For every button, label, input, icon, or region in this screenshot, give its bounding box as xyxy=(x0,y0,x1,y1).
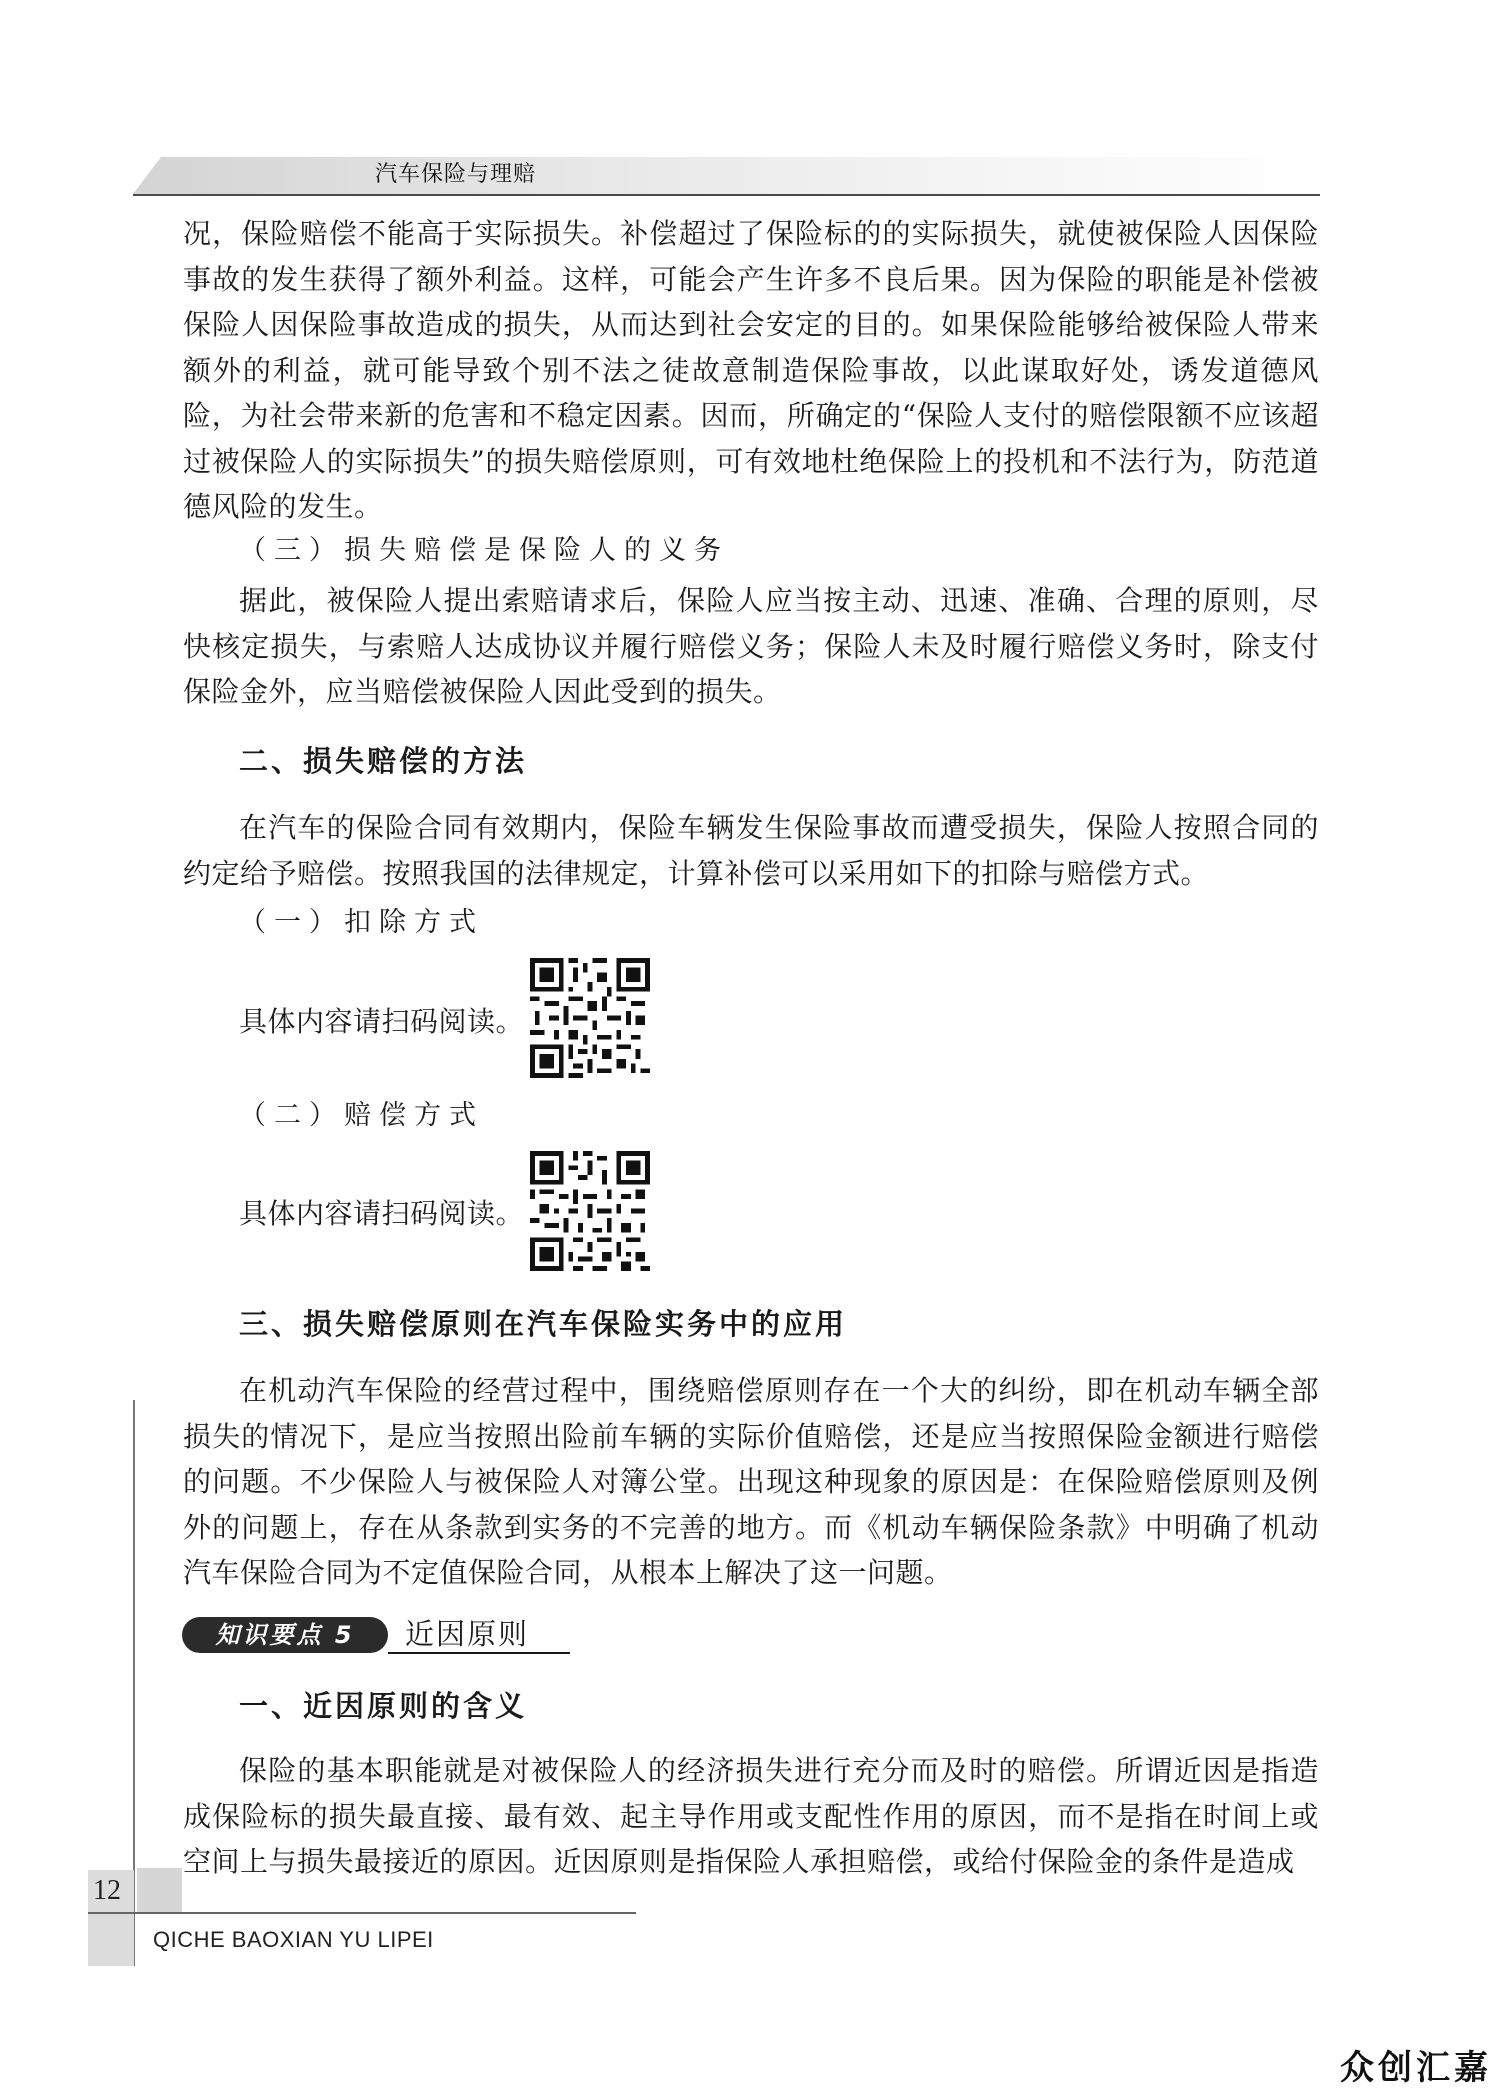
qr-caption-deduction: 具体内容请扫码阅读。 xyxy=(239,1005,525,1038)
paragraph-insurer-duty: 据此，被保险人提出索赔请求后，保险人应当按主动、迅速、准确、合理的原则，尽快核定损失，与索赔人达成协议并履行赔偿义务；保险人未及时履行赔偿义务时，除支付保险金外，应当赔偿被保险人因此受到的损失。 xyxy=(183,584,1319,708)
knowledge-point-underline xyxy=(388,1652,570,1654)
paragraph-proximate-cause: 保险的基本职能就是对被保险人的经济损失进行充分而及时的赔偿。所谓近因是指造成保险标的损失最直接、最有效、起主导作用或支配性作用的原因，而不是指在时间上或空间上与损失最接近的原因。近因原则是指保险人承担赔偿，或给付保险金的条件是造成 xyxy=(183,1754,1319,1878)
qr-code-deduction[interactable] xyxy=(530,958,650,1078)
section-heading-methods: 二、损失赔偿的方法 xyxy=(239,744,528,778)
subheading-compensation: （二）赔偿方式 xyxy=(239,1100,484,1131)
subheading-deduction: （一）扣除方式 xyxy=(239,907,484,938)
running-header-title: 汽车保险与理赔 xyxy=(375,162,537,187)
qr-caption-compensation: 具体内容请扫码阅读。 xyxy=(239,1197,525,1230)
header-rule xyxy=(133,194,1320,196)
paragraph-methods: 在汽车的保险合同有效期内，保险车辆发生保险事故而遭受损失，保险人按照合同的约定给予赔偿。按照我国的法律规定，计算补偿可以采用如下的扣除与赔偿方式。 xyxy=(183,811,1319,890)
header-band xyxy=(133,157,1320,194)
subheading-insurer-duty: （三）损失赔偿是保险人的义务 xyxy=(239,535,729,566)
section-heading-proximate-cause: 一、近因原则的含义 xyxy=(239,1689,528,1723)
running-footer-title: QICHE BAOXIAN YU LIPEI xyxy=(153,1927,434,1952)
footer-rule xyxy=(88,1912,636,1914)
section-heading-application: 三、损失赔偿原则在汽车保险实务中的应用 xyxy=(239,1307,848,1341)
qr-code-compensation[interactable] xyxy=(530,1151,650,1271)
paragraph-continuation: 况，保险赔偿不能高于实际损失。补偿超过了保险标的的实际损失，就使被保险人因保险事故的发生获得了额外利益。这样，可能会产生许多不良后果。因为保险的职能是补偿被保险人因保险事故造成的损失，从而达到社会安定的目的。如果保险能够给被保险人带来额外的利益，就可能导致个别不法之徒故意制造保险事故，以此谋取好处，诱发道德风险，为社会带来新的危害和不稳定因素。因而，所确定的“保险人支付的赔偿限额不应该超过被保险人的实际损失”的损失赔偿原则，可有效地杜绝保险上的投机和不法行为，防范道德风险的发生。 xyxy=(183,217,1319,523)
paragraph-application: 在机动汽车保险的经营过程中，围绕赔偿原则存在一个大的纠纷，即在机动车辆全部损失的情况下，是应当按照出险前车辆的实际价值赔偿，还是应当按照保险金额进行赔偿的问题。不少保险人与被保险人对簿公堂。出现这种现象的原因是：在保险赔偿原则及例外的问题上，存在从条款到实务的不完善的地方。而《机动车辆保险条款》中明确了机动汽车保险合同为不定值保险合同，从根本上解决了这一问题。 xyxy=(183,1374,1319,1589)
knowledge-point-title: 近因原则 xyxy=(405,1617,530,1651)
knowledge-point-badge: 知识要点 5 xyxy=(182,1617,388,1653)
page-number: 12 xyxy=(93,1875,121,1906)
watermark-text: 众创汇嘉 xyxy=(1340,2048,1492,2088)
page-number-box xyxy=(137,1868,182,1912)
